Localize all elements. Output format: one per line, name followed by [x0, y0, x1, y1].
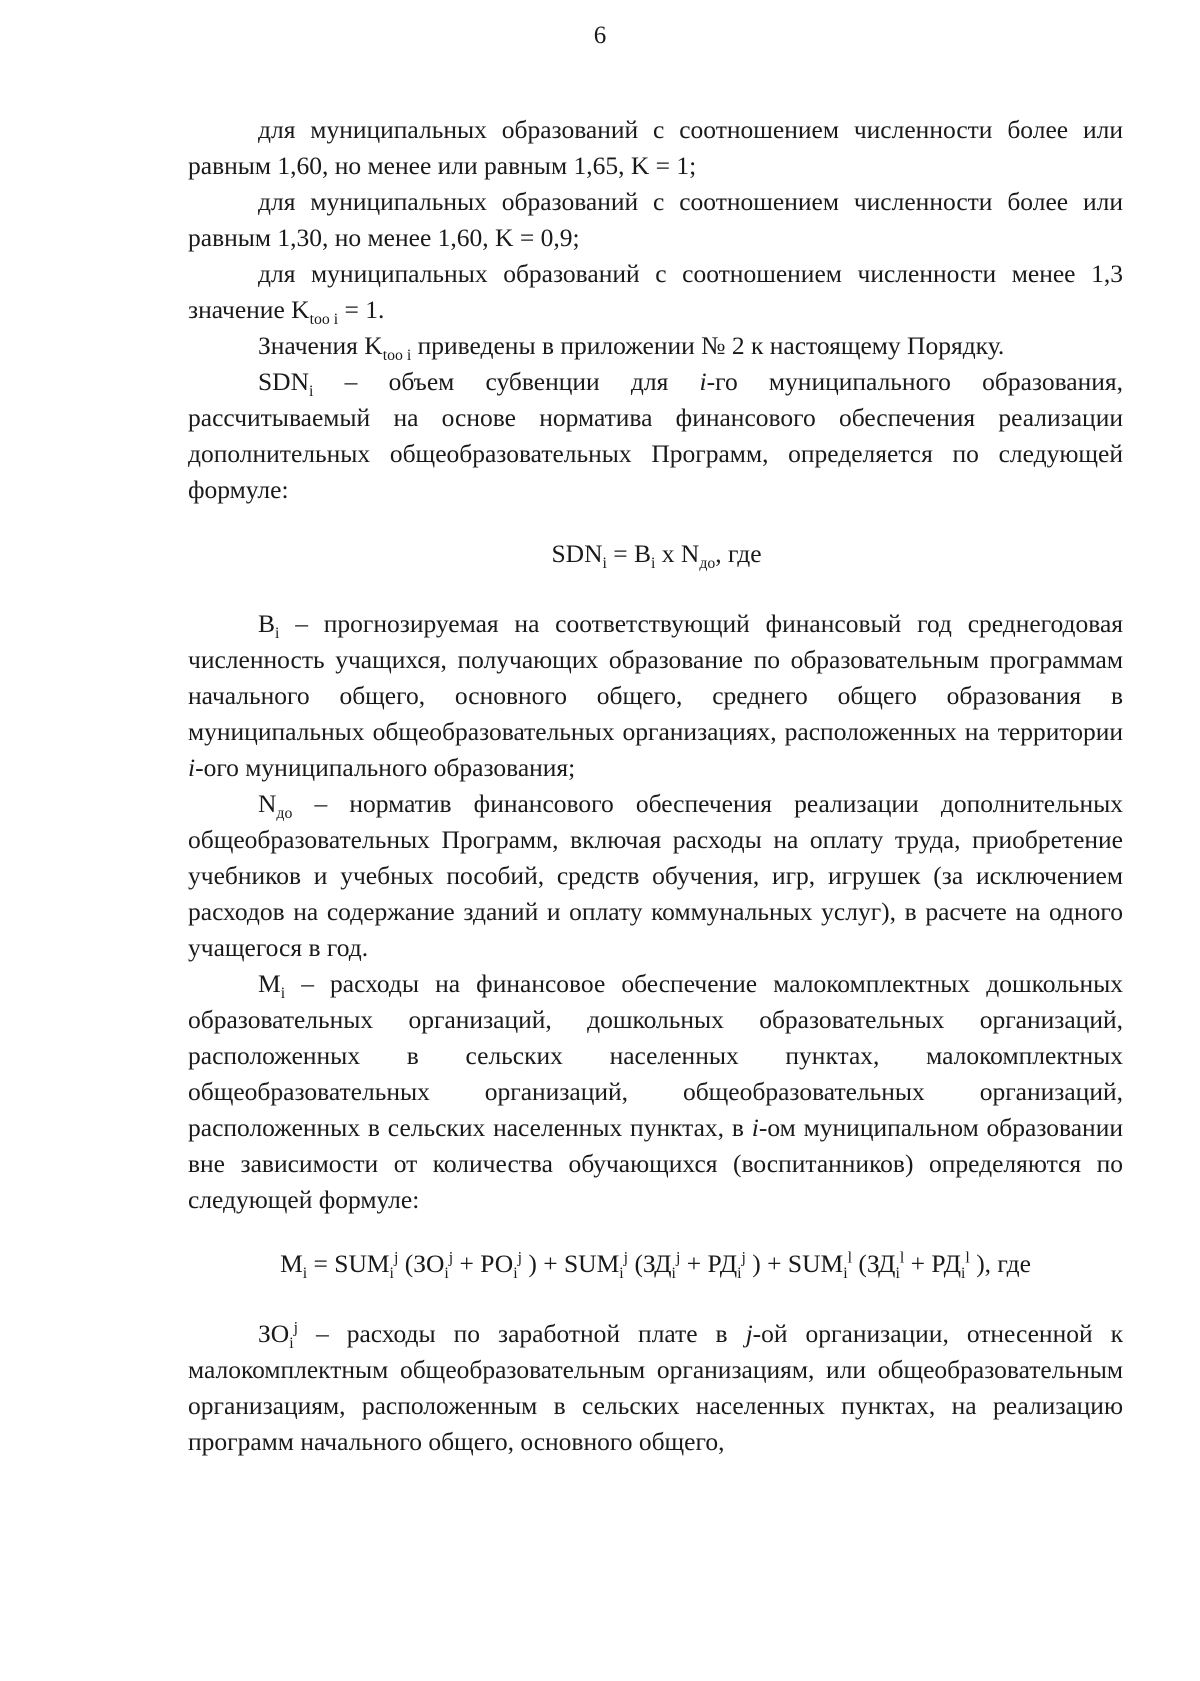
subscript: i	[280, 985, 286, 1003]
formula-part: ), где	[969, 1249, 1031, 1278]
paragraph-coef-less	[188, 256, 1123, 328]
subscript: i	[309, 383, 314, 401]
formula-sup: j	[623, 1249, 629, 1267]
formula-sub: i	[302, 1265, 308, 1283]
text: – объем субвенции для	[313, 367, 700, 396]
document-body	[188, 112, 1123, 1460]
formula-part: + РО	[453, 1249, 514, 1278]
formula-sub: i	[513, 1265, 518, 1283]
text: Значения K	[258, 331, 383, 360]
text: M	[258, 969, 281, 998]
formula-part: = B	[606, 539, 652, 568]
formula-sub: i	[444, 1265, 449, 1283]
formula-part: (ЗО	[398, 1249, 445, 1278]
formula-sup: l	[899, 1249, 905, 1267]
paragraph-coef-1: для муниципальных образований с соотношением численности более или равным 1,60, но менее или равным 1,65, K = 1;	[188, 115, 1123, 180]
formula-part: (ЗД	[851, 1249, 896, 1278]
formula-part: M	[280, 1249, 303, 1278]
subscript: i	[275, 625, 280, 643]
paragraph-n-definition	[188, 786, 1123, 966]
formula-sub: i	[895, 1265, 900, 1283]
formula-sub: i	[843, 1265, 848, 1283]
formula-part: + РД	[904, 1249, 962, 1278]
formula-sub: до	[699, 555, 716, 573]
italic-var: j	[745, 1319, 753, 1348]
text: B	[258, 609, 276, 638]
formula-sup: j	[741, 1249, 746, 1267]
formula-sub: i	[671, 1265, 676, 1283]
text: ЗО	[258, 1319, 290, 1348]
paragraph-coef-09: для муниципальных образований с соотношением численности более или равным 1,30, но менее 1,60, K = 0,9;	[188, 187, 1123, 252]
formula-sup: j	[517, 1249, 522, 1267]
text: приведены в приложении № 2 к настоящему Порядку.	[411, 331, 1005, 360]
italic-var: i	[699, 367, 707, 396]
formula-sup: j	[448, 1249, 454, 1267]
paragraph-m-definition	[188, 966, 1123, 1218]
formula-sub: i	[961, 1265, 966, 1283]
formula-part: = SUM	[307, 1249, 390, 1278]
page-number: 6	[593, 22, 607, 49]
formula-sup: j	[675, 1249, 681, 1267]
superscript: j	[293, 1319, 298, 1337]
subscript: до	[276, 805, 293, 823]
formula-part: (ЗД	[628, 1249, 672, 1278]
formula-part: ) + SUM	[522, 1249, 620, 1278]
formula-sub: i	[619, 1265, 624, 1283]
subscript: too i	[309, 311, 339, 329]
formula-sub: i	[737, 1265, 742, 1283]
formula-part: x N	[655, 539, 700, 568]
paragraph-zo-definition	[188, 1316, 1123, 1460]
formula-sub: i	[389, 1265, 394, 1283]
formula-sup: l	[847, 1249, 852, 1267]
paragraph-ktoo-values	[188, 328, 1123, 364]
formula-part: , где	[715, 539, 762, 568]
italic-var: i	[188, 753, 196, 782]
text: -ой организации, отнесенной к малокомплектным общеобразовательным организациям, или общеобразовательным организациям, расположенным в сельских населенных пунктах, на реализацию программ начального общего, основного общего,	[188, 1319, 1123, 1456]
formula-m	[188, 1246, 1123, 1282]
italic-var: i	[751, 1113, 759, 1142]
subscript: too i	[382, 347, 412, 365]
text: -ого муниципального образования;	[195, 753, 576, 782]
formula-part: + РД	[680, 1249, 738, 1278]
formula-sup: l	[965, 1249, 970, 1267]
text: – расходы на финансовое обеспечение малокомплектных дошкольных образовательных организаций, дошкольных образовательных организаций, расположенных в сельских населенных пунктах, малокомплектных общеобразовательных организаций, общеобразовательных организаций, расположенных в сельских населенных пунктах, в	[188, 969, 1123, 1142]
formula-part: ) + SUM	[745, 1249, 844, 1278]
formula-sub: i	[651, 555, 656, 573]
subscript: i	[289, 1335, 294, 1353]
formula-part: SDN	[551, 539, 603, 568]
formula-sdn	[188, 536, 1123, 572]
formula-sub: i	[602, 555, 607, 573]
text: -го муниципального образования, рассчитываемый на основе норматива финансового обеспечения реализации дополнительных общеобразовательных Программ, определяется по следующей формуле:	[188, 367, 1124, 504]
text: – расходы по заработной плате в	[297, 1319, 746, 1348]
paragraph-b-definition	[188, 606, 1123, 786]
text: -ом муниципальном образовании вне зависимости от количества обучающихся (воспитанников) определяются по следующей формуле:	[188, 1113, 1123, 1214]
text: N	[258, 789, 277, 818]
text: = 1.	[338, 295, 385, 324]
text: SDN	[258, 367, 310, 396]
formula-sup: j	[393, 1249, 399, 1267]
paragraph-sdn-definition	[188, 364, 1123, 508]
text: – норматив финансового обеспечения реализации дополнительных общеобразовательных Программ, включая расходы на оплату труда, приобретение учебников и учебных пособий, средств обучения, игр, игрушек (за исключением расходов на содержание зданий и оплату коммунальных услуг), в расчете на одного учащегося в год.	[188, 789, 1123, 962]
text: для муниципальных образований с соотношением численности менее 1,3 значение K	[188, 259, 1123, 324]
text: – прогнозируемая на соответствующий финансовый год среднегодовая численность учащихся, получающих образование по образовательным программам начального общего, основного общего, среднего общего образования в муниципальных общеобразовательных организациях, расположенных на территории	[188, 609, 1123, 746]
